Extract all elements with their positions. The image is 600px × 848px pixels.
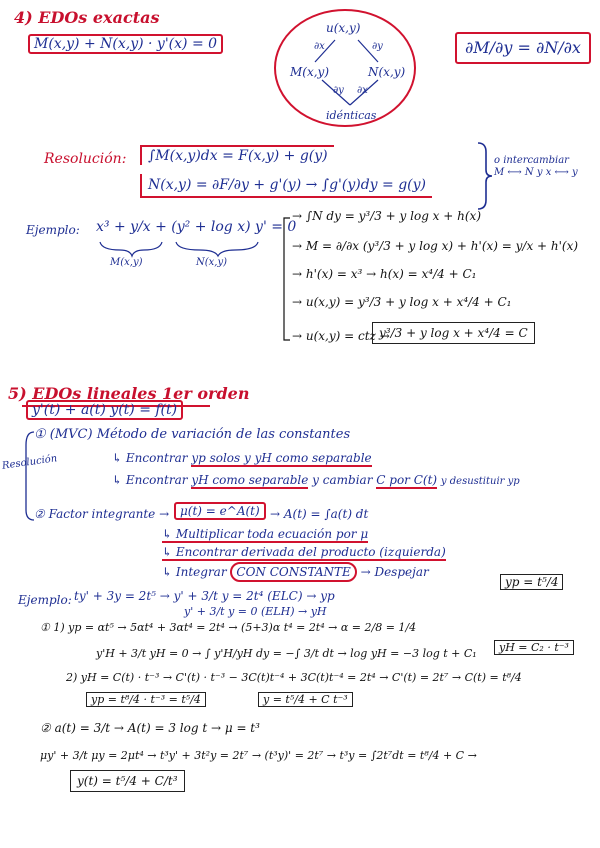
mvc-step1 — [112, 452, 372, 464]
ejemplo5-label: Ejemplo: — [18, 593, 72, 607]
ejemplo4-step4: → u(x,y) = y³/3 + y log x + x⁴/4 + C₁ — [292, 295, 512, 309]
ejemplo4-under-m: M(x,y) — [110, 257, 143, 268]
resolucion-line2: N(x,y) = ∂F/∂y + g'(y) → ∫g'(y)dy = g(y) — [140, 174, 432, 198]
ejemplo4-under-n: N(x,y) — [196, 257, 228, 268]
factor-step2 — [162, 546, 446, 558]
resolucion-side: Resolución — [1, 453, 58, 472]
mvc-step1-pre: ↳ Encontrar — [112, 451, 188, 465]
m1-solution-box: y = t⁵/4 + C t⁻³ — [258, 692, 353, 707]
factor-post: → A(t) = ∫a(t) dt — [270, 507, 369, 521]
resolucion-line1: ∫M(x,y)dx = F(x,y) + g(y) — [140, 145, 334, 165]
factor-step1 — [162, 528, 368, 540]
underbrace-n — [176, 242, 258, 256]
diagram-left: M(x,y) — [290, 65, 330, 79]
factor-step3-pre: ↳ Integrar — [162, 565, 227, 579]
underbrace-m — [100, 242, 162, 256]
diagram-dx: ∂x — [314, 41, 325, 52]
m2-solution-box: y(t) = t⁵/4 + C/t³ — [70, 770, 185, 792]
diagram-bottom: idénticas — [326, 109, 377, 122]
ejemplo4-step3: → h'(x) = x³ → h(x) = x⁴/4 + C₁ — [292, 267, 477, 281]
ejemplo4-step2: → M = ∂/∂x (y³/3 + y log x) + h'(x) = y/x + h'(x) — [292, 239, 579, 253]
ejemplo5-elh: y' + 3/t y = 0 (ELH) → yH — [184, 605, 327, 618]
brace — [478, 143, 492, 209]
mvc-step2-pre: ↳ Encontrar — [112, 473, 188, 487]
diagram-right: N(x,y) — [368, 65, 406, 79]
diagram-top: u(x,y) — [326, 21, 361, 35]
resolucion-label: Resolución: — [44, 151, 127, 167]
ejemplo4-step5: → u(x,y) = ctz → — [292, 329, 390, 343]
mvc-step2-underlined: yH como separable — [191, 473, 309, 487]
m1-yh-box: yH = C₂ · t⁻³ — [494, 640, 574, 655]
ejemplo4-equation: x³ + y/x + (y² + log x) y' = 0 — [96, 219, 297, 235]
m1-yp-box: yp = t⁸/4 · t⁻³ = t⁵/4 — [86, 692, 206, 707]
mvc-label: ① (MVC) Método de variación de las constantes — [34, 427, 351, 442]
steps-bar — [284, 218, 290, 340]
m1-line2: y'H + 3/t yH = 0 → ∫ y'H/yH dy = −∫ 3/t dt → log yH = −3 log t + C₁ — [96, 647, 477, 660]
linear-equation: y'(t) + a(t) y(t) = f(t) — [26, 400, 183, 420]
ejemplo5-equation: ty' + 3y = 2t⁵ → y' + 3/t y = 2t⁴ (ELC) → yp — [74, 589, 335, 603]
factor-step1-text: ↳ Multiplicar toda ecuación por μ — [162, 527, 369, 541]
factor-step3 — [162, 566, 429, 578]
ejemplo5-yp-box: yp = t⁵/4 — [500, 574, 563, 590]
mvc-step2-underlined2: C por C(t) — [376, 473, 438, 487]
factor-label: ② Factor integrante → — [34, 507, 170, 521]
ejemplo4-result: y³/3 + y log x + x⁴/4 = C — [372, 322, 535, 344]
factor-box: μ(t) = e^A(t) — [174, 502, 266, 520]
factor-step2-text: ↳ Encontrar derivada del producto (izquierda) — [162, 545, 446, 559]
m1-line3: 2) yH = C(t) · t⁻³ → C'(t) · t⁻³ − 3C(t)t⁻⁴ + 3C(t)t⁻⁴ = 2t⁴ → C'(t) = 2t⁷ → C(t) = t⁸/4 — [66, 671, 522, 684]
factor-step3-box: CON CONSTANTE — [230, 562, 356, 582]
section4-heading: 4) EDOs exactas — [14, 8, 160, 27]
diagram-cross-left: ∂y — [333, 85, 344, 96]
section5-heading: 5) EDOs lineales 1er orden — [8, 384, 250, 403]
mvc-step2 — [112, 474, 520, 487]
ejemplo4-label: Ejemplo: — [26, 223, 80, 237]
factor-step3-post: → Despejar — [360, 565, 429, 579]
mvc-step2-post: y desustituir yp — [440, 476, 520, 487]
resolucion-bracket — [26, 432, 34, 520]
mvc-step2-mid: y cambiar — [312, 473, 373, 487]
side-note-1: o intercambiar — [494, 155, 569, 166]
diagram-dy: ∂y — [372, 41, 383, 52]
m1-line1: ① 1) yp = αt⁵ → 5αt⁴ + 3αt⁴ = 2t⁴ → (5+3)α t⁴ = 2t⁴ → α = 2/8 = 1/4 — [40, 621, 417, 634]
m2-line2: μy' + 3/t μy = 2μt⁴ → t³y' + 3t²y = 2t⁷ → (t³y)' = 2t⁷ → t³y = ∫2t⁷dt = t⁸/4 + C → — [40, 749, 477, 762]
diagram-cross-right: ∂x — [357, 85, 368, 96]
ejemplo4-step1: → ∫N dy = y³/3 + y log x + h(x) — [292, 209, 481, 223]
side-note-2: M ⟷ N y x ⟷ y — [494, 167, 578, 178]
exactness-condition: ∂M/∂y = ∂N/∂x — [455, 32, 591, 64]
exact-equation: M(x,y) + N(x,y) · y'(x) = 0 — [28, 34, 223, 54]
m2-line1: ② a(t) = 3/t → A(t) = 3 log t → μ = t³ — [40, 721, 260, 735]
mvc-step1-underlined: yp solos y yH como separable — [191, 451, 372, 465]
